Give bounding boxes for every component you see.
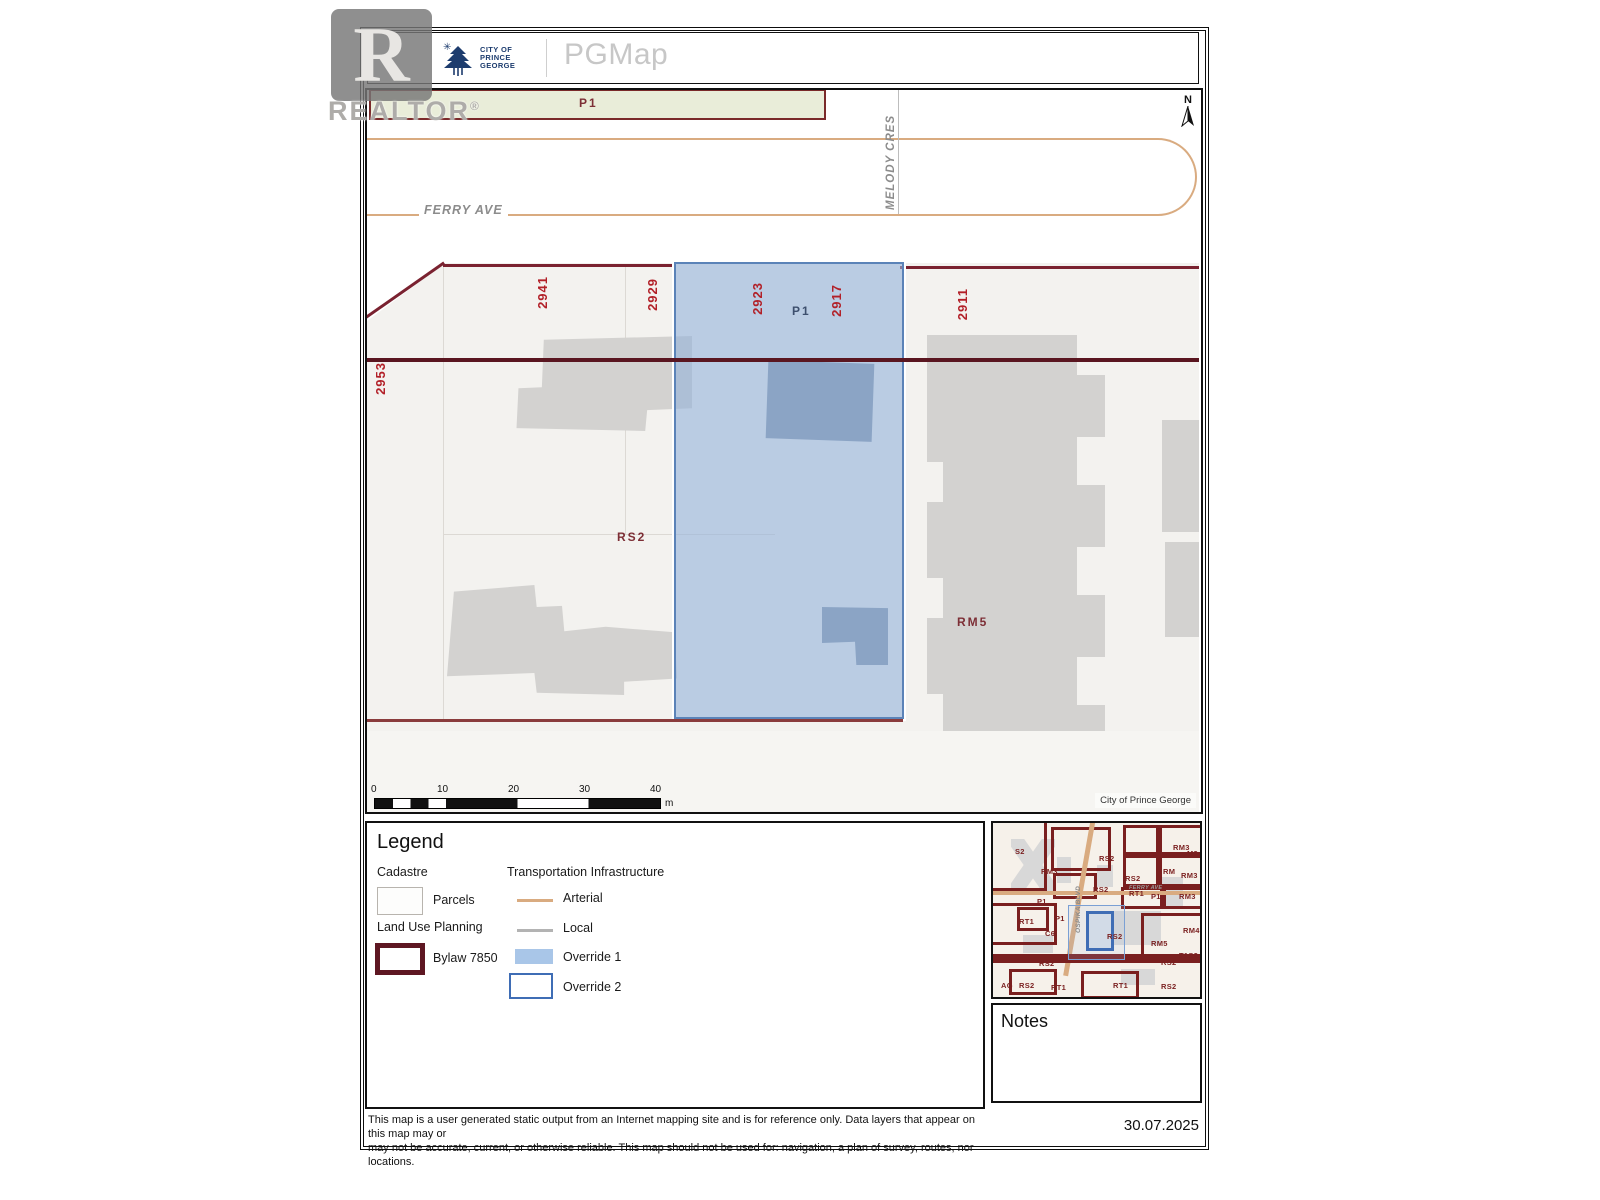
building-notch: [923, 462, 943, 502]
north-label: N: [1184, 94, 1192, 106]
legend-override1-swatch: [515, 949, 553, 964]
bylaw-boundary-top-right: [900, 266, 1199, 269]
legend-local-swatch: [517, 929, 553, 932]
legend-landuse-heading: Land Use Planning: [377, 920, 483, 934]
inset-label: RS2: [1019, 981, 1035, 990]
zone-p1-parcel-label: P1: [792, 304, 811, 318]
inset-label: P1: [1151, 892, 1161, 901]
inset-label: RM5: [1151, 939, 1168, 948]
north-arrow: [1180, 94, 1196, 132]
inset-label: C6: [1045, 929, 1056, 938]
legend-override2-swatch: [509, 973, 553, 999]
legend-title: Legend: [377, 831, 444, 853]
inset-label: RM: [1163, 867, 1176, 876]
org-name: [480, 46, 515, 70]
north-arrow-icon: [1181, 106, 1195, 127]
inset-overview-map: [991, 821, 1202, 999]
inset-label: RM3: [1179, 892, 1196, 901]
inset-label: M3: [1187, 849, 1199, 858]
inset-label: RT1: [1019, 917, 1035, 926]
inset-label: RS2: [1161, 958, 1177, 967]
inset-label: P1: [1037, 897, 1047, 906]
building-notch: [923, 694, 943, 734]
legend-local-label: Local: [563, 921, 593, 935]
legend-bylaw-label: Bylaw 7850: [433, 951, 498, 965]
scale-tick-20: 20: [508, 784, 520, 795]
legend-parcels-label: Parcels: [433, 893, 475, 907]
inset-label: RM4: [1183, 926, 1200, 935]
building-wing: [1073, 375, 1105, 437]
parcel-label-2911: 2911: [955, 288, 970, 321]
legend-override2-label: Override 2: [563, 980, 622, 994]
legend-arterial-swatch: [517, 899, 553, 902]
parcel-label-2929: 2929: [645, 278, 660, 311]
building: [1162, 420, 1199, 532]
building-wing: [1073, 485, 1105, 547]
scale-bar: [374, 798, 661, 809]
realtor-watermark-logo: [331, 9, 432, 101]
disclaimer-text: [368, 1113, 993, 1169]
parcel-label-2923: 2923: [750, 282, 765, 315]
map-attribution: City of Prince George: [1095, 793, 1196, 808]
map-document-frame: [363, 30, 1206, 1168]
inset-label: RM3: [1041, 867, 1058, 876]
inset-label: RM3: [1181, 871, 1198, 880]
legend-panel: [365, 821, 985, 1109]
org-line1: CITY OF: [480, 45, 513, 54]
inset-label: S2: [1015, 847, 1025, 856]
app-title: PGMap: [564, 38, 669, 71]
scale-tick-40: 40: [650, 784, 662, 795]
inset-label: RT1: [1051, 983, 1067, 992]
parcel-label-2953: 2953: [373, 362, 388, 395]
inset-override2-box: [1086, 911, 1114, 951]
city-logo-icon: [440, 40, 476, 83]
disclaimer-line1: This map is a user generated static output from an Internet mapping site and is for reference only. Data layers that appear on this map may or: [368, 1114, 975, 1140]
scale-tick-10: 10: [437, 784, 449, 795]
inset-label: T1S2: [1179, 951, 1199, 960]
inset-label: RM3: [1173, 843, 1190, 852]
registered-mark: ®: [470, 99, 481, 113]
zone-rm5-label: RM5: [957, 615, 989, 629]
legend-arterial-label: Arterial: [563, 891, 603, 905]
legend-cadastre-heading: Cadastre: [377, 865, 428, 879]
header-bar: [367, 32, 1199, 84]
zone-rs2-label: RS2: [617, 530, 647, 544]
legend-parcels-swatch: [377, 887, 423, 915]
realtor-watermark-text: [328, 96, 481, 127]
inset-label: RS2: [1099, 854, 1115, 863]
melody-cres-label: MELODY CRES: [885, 114, 897, 210]
print-date: 30.07.2025: [1123, 1117, 1199, 1134]
inset-label: RS2: [1161, 982, 1177, 991]
main-map: [365, 88, 1203, 814]
scale-unit: m: [665, 798, 674, 809]
parcel-line: [443, 267, 444, 721]
parcel-label-2917: 2917: [829, 284, 844, 317]
local-road-melody-cres: [898, 90, 899, 214]
header-divider: [546, 39, 547, 77]
realtor-r-letter: R: [353, 11, 410, 98]
inset-ospika-label: OSPIKA BLVD: [1075, 885, 1082, 933]
building: [1165, 542, 1199, 637]
scale-tick-0: 0: [371, 784, 377, 795]
bylaw-boundary-top-left: [443, 264, 675, 267]
building-notch: [923, 578, 943, 618]
inset-ferry-label: FERRY AVE: [1129, 885, 1163, 891]
inset-label: AG: [1001, 981, 1013, 990]
svg-text:✳: ✳: [443, 42, 452, 53]
inset-label: P1: [1055, 914, 1065, 923]
legend-bylaw-swatch: [375, 943, 425, 975]
inset-label: RS2: [1125, 874, 1141, 883]
building-wing: [1073, 595, 1105, 657]
inset-label: RS2: [1107, 932, 1123, 941]
parcel-label-2941: 2941: [535, 276, 550, 309]
legend-transport-heading: Transportation Infrastructure: [507, 865, 665, 879]
inset-zone-outline: [991, 821, 1047, 891]
notes-title: Notes: [1001, 1011, 1049, 1031]
building-in-override: [766, 360, 875, 442]
org-line2: PRINCE: [480, 53, 511, 62]
realtor-label: REALTOR: [328, 96, 470, 126]
inset-label: RS2: [1093, 885, 1109, 894]
inset-zone-outline: [1123, 825, 1159, 855]
bylaw-7850-line: [367, 358, 1199, 362]
notes-panel: [991, 1003, 1202, 1103]
legend-override1-label: Override 1: [563, 950, 622, 964]
inset-label: RT1: [1113, 981, 1129, 990]
inset-label: RT1: [1129, 889, 1145, 898]
org-line3: GEORGE: [480, 61, 516, 70]
ferry-ave-label: FERRY AVE: [419, 203, 508, 217]
inset-label: RS2: [1039, 959, 1055, 968]
zone-p1-strip-label: P1: [579, 96, 598, 110]
disclaimer-line2: may not be accurate, current, or otherwise reliable. This map should not be used for: navigation, a plan of survey, routes, nor locations.: [368, 1142, 974, 1168]
inset-zone-outline: [1081, 971, 1139, 999]
scale-tick-30: 30: [579, 784, 591, 795]
